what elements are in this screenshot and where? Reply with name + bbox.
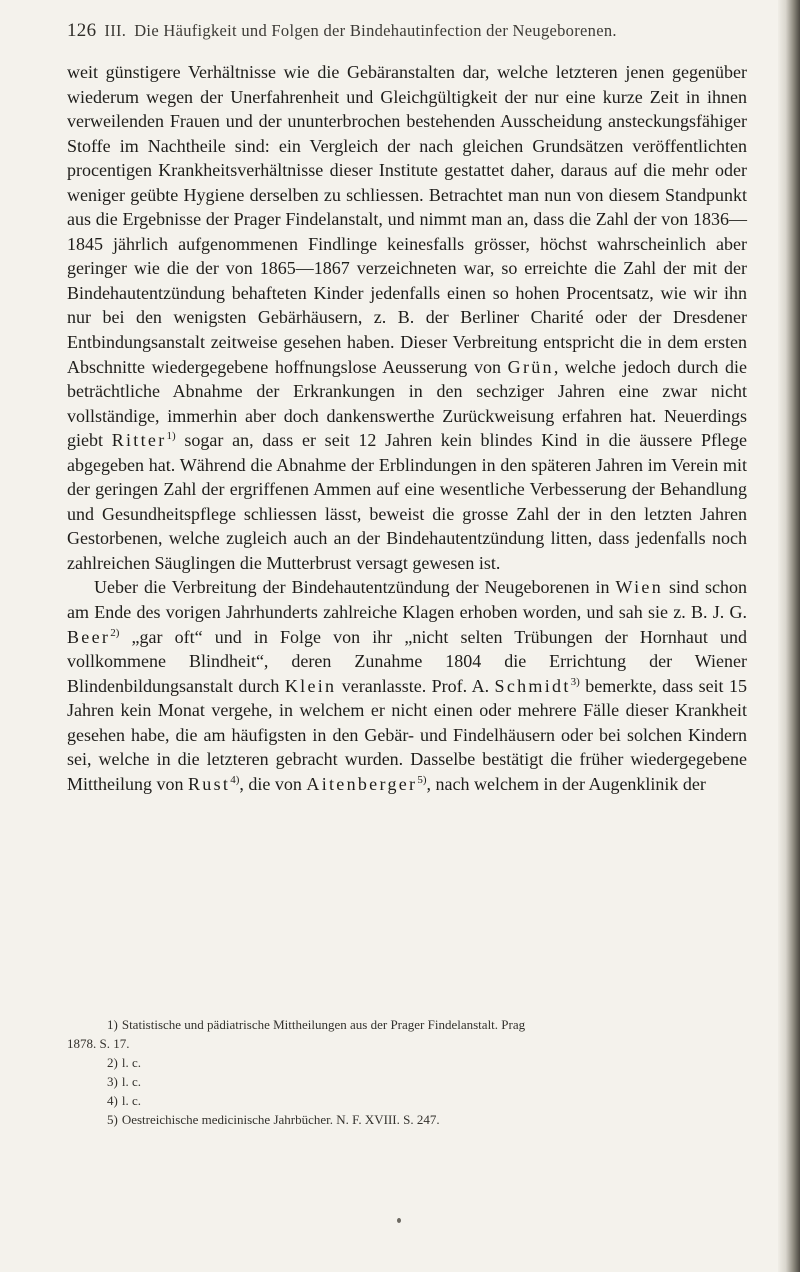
text-run: bemerkte, dass seit 15 Jahren kein Monat vergehe, in welchem er nicht einen oder mehrere Fälle dieser Krankheit gesehen habe, die am häufigsten in den Gebär- und Findelhäusern oder bei solchen Kindern sei, welche in die letzteren gebracht wurden. Dasselbe bestätigt die früher wiedergegebene Mittheilung von	[67, 675, 747, 794]
footnote-text: l. c.	[121, 1093, 141, 1108]
footnote	[67, 1053, 707, 1072]
main-text	[67, 60, 747, 796]
text-run: „gar oft“ und in Folge von ihr „nicht selten Trübungen der Hornhaut und vollkommene Blindheit“, deren Zunahme 1804 die Errichtung der Wiener Blindenbildungsanstalt durch	[67, 626, 747, 696]
author-name: Grün	[507, 356, 554, 377]
text-run: sind schon am Ende des vorigen Jahrhunderts zahlreiche Klagen erhoben worden, und sah sie z. B. J. G.	[67, 577, 748, 623]
text-run: veranlasste. Prof. A.	[336, 675, 495, 696]
footnote-number: 5)	[107, 1112, 118, 1127]
footnote-number: 1)	[107, 1017, 118, 1032]
paragraph	[67, 60, 747, 575]
chapter-number: III.	[104, 21, 127, 40]
author-name: Aitenberger	[306, 773, 418, 794]
footnote-reference: 4)	[230, 773, 240, 786]
footnote-text: Statistische und pädiatrische Mittheilungen aus der Prager Findelanstalt. Prag	[121, 1017, 526, 1032]
text-run: , die von	[239, 773, 307, 794]
footnote	[67, 1110, 707, 1129]
running-header	[67, 20, 747, 44]
footnote-reference: 2)	[110, 626, 120, 639]
footnote	[67, 1091, 707, 1110]
footnote-text: l. c.	[121, 1074, 141, 1089]
footnote	[67, 1072, 707, 1091]
page-number: 126	[67, 20, 97, 41]
author-name: Rust	[188, 773, 231, 794]
footnotes	[67, 1015, 707, 1129]
author-name: Schmidt	[494, 675, 571, 696]
footnote-number: 4)	[107, 1093, 118, 1108]
author-name: Klein	[284, 675, 337, 696]
text-run: Ueber die Verbreitung der Bindehautentzündung der Neugeborenen in	[94, 577, 616, 598]
footnote-text: l. c.	[121, 1055, 141, 1070]
footnote-reference: 5)	[417, 773, 427, 786]
footnote-number: 3)	[107, 1074, 118, 1089]
footnote-text: Oestreichische medicinische Jahrbücher. N. F. XVIII. S. 247.	[121, 1112, 440, 1127]
footnote-continuation: 1878. S. 17.	[67, 1036, 130, 1051]
footnote-number: 2)	[107, 1055, 118, 1070]
text-run: weit günstigere Verhältnisse wie die Gebäranstalten dar, welche letzteren jenen gegenüber wiederum wegen der Unerfahrenheit und Gleichgültigkeit der nur eine kurze Zeit in ihnen verweilenden Frauen und der ununterbrochen bestehenden Ausscheidung ansteckungsfähiger Stoffe im Nachtheile sind: ein Vergleich der nach gleichen Grundsätzen veröffentlichten procentigen Krankheitsverhältnisse dieser Institute gestattet daher, daraus auf die mehr oder weniger geübte Hygiene derselben zu schliessen. Betrachtet man nun von diesem Standpunkt aus die Ergebnisse der Prager Findelanstalt, und nimmt man an, dass die Zahl der von 1836—1845 jährlich aufgenommenen Findlinge keinesfalls grösser, höchst wahrscheinlich aber geringer wie die der von 1865—1867 verzeichneten war, so erreichte die Zahl der mit der Bindehautentzündung behafteten Kinder jedenfalls einen so hohen Procentsatz, wie wir ihn nur bei den wenigsten Gebärhäusern, z. B. der Berliner Charité oder der Dresdener Entbindungsanstalt zeitweise gesehen haben. Dieser Verbreitung entspricht die in dem ersten Abschnitte wiedergegebene hoffnungslose Aeusserung von	[67, 62, 747, 377]
ink-speck	[397, 1218, 401, 1223]
paragraph	[67, 575, 747, 796]
text-run: sogar an, dass er seit 12 Jahren kein blindes Kind in die äussere Pflege abgegeben hat. Während die Abnahme der Erblindungen in den späteren Jahren im Verein mit der geringen Zahl der ergriffenen Ammen auf eine wesentliche Verbesserung der Behandlung und Gesundheitspflege schliessen lässt, beweist die grosse Zahl der in den letzten Jahren Gestorbenen, welche zugleich auch an der Bindehautentzündung litten, dass jedenfalls noch zahlreichen Säuglingen die Mutterbrust versagt gewesen ist.	[67, 430, 747, 573]
text-run: , welche jedoch durch die beträchtliche Abnahme der Erkrankungen in den sechziger Jahren eine zwar nicht vollständige, immerhin aber doch dankenswerthe Zurückweisung erfahren hat. Neuerdings giebt	[67, 356, 748, 451]
author-name: Beer	[67, 626, 111, 647]
author-name: Wien	[615, 577, 663, 598]
footnote-reference: 3)	[570, 675, 580, 688]
footnote-reference: 1)	[166, 430, 176, 443]
page-edge-shadow	[778, 0, 800, 1272]
text-run: , nach welchem in der Augenklinik der	[426, 773, 706, 794]
author-name: Ritter	[111, 430, 167, 451]
footnote	[67, 1015, 707, 1034]
running-title: Die Häufigkeit und Folgen der Bindehautinfection der Neugeborenen.	[134, 21, 617, 40]
